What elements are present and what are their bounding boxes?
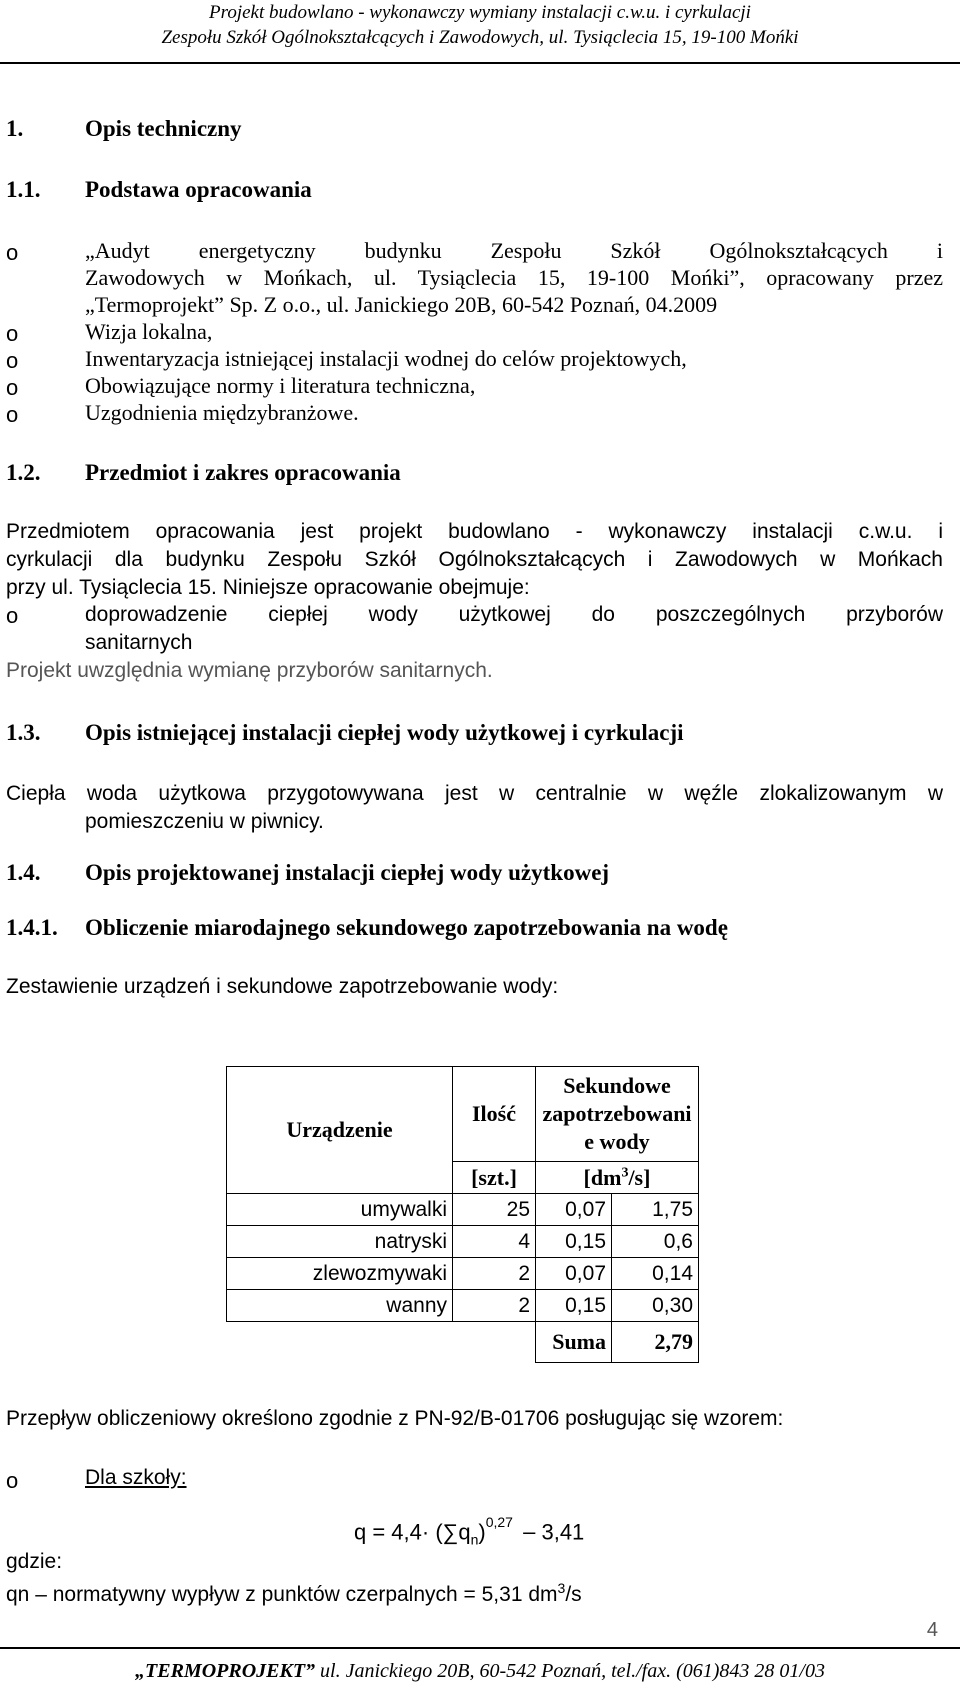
header-title-line: Projekt budowlano - wykonawczy wymiany instalacji c.w.u. i cyrkulacji <box>209 2 751 23</box>
formula-sub: n <box>470 1531 479 1548</box>
scope-note: Projekt uwzględnia wymianę przyborów sanitarnych. <box>6 659 493 682</box>
calc-intro: Przepływ obliczeniowy określono zgodnie z PN-92/B-01706 posługując się wzorem: <box>6 1407 784 1430</box>
cell-total-demand: 0,14 <box>612 1258 699 1290</box>
cell-device: umywalki <box>227 1194 453 1226</box>
cell-unit-demand: 0,15 <box>536 1226 612 1258</box>
table-row <box>227 1290 699 1322</box>
unit-demand <box>536 1162 699 1194</box>
table-row <box>227 1258 699 1290</box>
footer-divider <box>0 1647 960 1649</box>
basis-item-audit-line2: Zawodowych w Mońkach, ul. Tysiąclecia 15, 19-100 Mońki”, opracowany przez <box>85 265 943 290</box>
formula-open: (∑q <box>435 1519 471 1545</box>
header-device: Urządzenie <box>227 1067 453 1194</box>
basis-item-norms: Obowiązujące normy i literatura techniczna, <box>85 373 476 398</box>
cell-unit-demand: 0,07 <box>536 1194 612 1226</box>
table-header-row <box>227 1067 699 1162</box>
scope-paragraph-line1: Przedmiotem opracowania jest projekt budowlano - wykonawczy instalacji c.w.u. i <box>6 520 943 543</box>
table-sum-row <box>227 1322 699 1363</box>
table-row <box>227 1194 699 1226</box>
cell-quantity: 25 <box>453 1194 536 1226</box>
cell-unit-demand: 0,07 <box>536 1258 612 1290</box>
bullet: o <box>6 1468 19 1493</box>
scope-paragraph-line2: cyrkulacji dla budynku Zespołu Szkół Ogólnokształcących i Zawodowych w Mońkach <box>6 548 943 571</box>
header-demand <box>536 1067 699 1162</box>
bullet: o <box>6 348 19 373</box>
bullet: o <box>6 321 19 346</box>
section-1-3-title: Opis istniejącej instalacji ciepłej wody użytkowej i cyrkulacji <box>85 720 684 745</box>
section-1-2-number: 1.2. <box>6 460 41 485</box>
formula-q: q = 4,4· <box>354 1519 430 1545</box>
footer <box>0 1660 960 1683</box>
sum-value: 2,79 <box>612 1322 699 1363</box>
header-demand-line1: Sekundowe <box>563 1073 671 1098</box>
sum-label: Suma <box>536 1322 612 1363</box>
cell-quantity: 4 <box>453 1226 536 1258</box>
scope-address: przy ul. Tysiąclecia 15. <box>6 576 217 599</box>
page-number: 4 <box>926 1619 938 1641</box>
unit-quantity: [szt.] <box>453 1162 536 1194</box>
cell-device: zlewozmywaki <box>227 1258 453 1290</box>
unit-demand-sup: 3 <box>621 1165 629 1181</box>
bullet: o <box>6 402 19 427</box>
section-1-title: Opis techniczny <box>85 116 242 141</box>
section-1-2-title: Przedmiot i zakres opracowania <box>85 460 401 485</box>
basis-item-agreements: Uzgodnienia międzybranżowe. <box>85 400 359 425</box>
formula-exp: 0,27 <box>485 1514 513 1530</box>
section-1-4-1-number: 1.4.1. <box>6 915 58 940</box>
table-intro: Zestawienie urządzeń i sekundowe zapotrzebowanie wody: <box>6 975 559 998</box>
cell-unit-demand: 0,15 <box>536 1290 612 1322</box>
cell-total-demand: 0,6 <box>612 1226 699 1258</box>
footer-address: ul. Janickiego 20B, 60-542 Poznań, tel./fax. (061)843 28 01/03 <box>320 1660 825 1682</box>
section-1-3-number: 1.3. <box>6 720 41 745</box>
cell-quantity: 2 <box>453 1290 536 1322</box>
section-1-1-title: Podstawa opracowania <box>85 177 312 202</box>
section-1-1-number: 1.1. <box>6 177 41 202</box>
section-1-4-1-title: Obliczenie miarodajnego sekundowego zapotrzebowania na wodę <box>85 915 728 940</box>
qn-sup: 3 <box>557 1580 566 1596</box>
qn-definition <box>6 1580 582 1607</box>
existing-paragraph-line1: Ciepła woda użytkowa przygotowywana jest w centralnie w węźle zlokalizowanym w <box>6 782 943 805</box>
bullet: o <box>6 603 19 628</box>
bullet: o <box>6 375 19 400</box>
cell-total-demand: 0,30 <box>612 1290 699 1322</box>
header-demand-line3: e wody <box>584 1129 650 1154</box>
header-address-line: Zespołu Szkół Ogólnokształcących i Zawodowych, ul. Tysiąclecia 15, 19-100 Mońki <box>161 27 799 48</box>
footer-company: „TERMOPROJEKT” <box>135 1660 316 1682</box>
unit-demand-post: /s] <box>628 1164 651 1190</box>
header-divider <box>0 62 960 64</box>
formula-result: 3,41 <box>541 1519 585 1545</box>
cell-device: natryski <box>227 1226 453 1258</box>
scope-includes: Niniejsze opracowanie obejmuje: <box>222 576 530 599</box>
section-1-4-number: 1.4. <box>6 860 41 885</box>
school-label: Dla szkoły: <box>85 1466 187 1489</box>
bullet: o <box>6 240 19 265</box>
scope-item-line1: doprowadzenie ciepłej wody użytkowej do poszczególnych przyborów <box>85 603 943 626</box>
cell-device: wanny <box>227 1290 453 1322</box>
formula-close: ) <box>478 1519 486 1545</box>
sum-spacer <box>453 1322 536 1363</box>
section-1-4-title: Opis projektowanej instalacji ciepłej wody użytkowej <box>85 860 610 885</box>
cell-total-demand: 1,75 <box>612 1194 699 1226</box>
fixtures-table <box>226 1066 699 1363</box>
qn-text: qn – normatywny wypływ z punktów czerpalnych = 5,31 dm <box>6 1583 558 1606</box>
scope-item-line2: sanitarnych <box>85 631 193 654</box>
formula <box>354 1514 585 1548</box>
sum-spacer <box>227 1322 453 1363</box>
scope-paragraph-line3 <box>6 576 530 600</box>
basis-item-site-visit: Wizja lokalna, <box>85 319 213 344</box>
basis-item-audit-line3: „Termoprojekt” Sp. Z o.o., ul. Janickiego 20B, 60-542 Poznań, 04.2009 <box>85 292 718 317</box>
header-quantity: Ilość <box>453 1067 536 1162</box>
table-row <box>227 1226 699 1258</box>
section-1-number: 1. <box>6 116 24 141</box>
basis-item-audit-line1: „Audyt energetyczny budynku Zespołu Szkół Ogólnokształcących i <box>85 238 943 263</box>
header-demand-line2: zapotrzebowani <box>542 1101 692 1126</box>
cell-quantity: 2 <box>453 1258 536 1290</box>
existing-paragraph-line2: pomieszczeniu w piwnicy. <box>85 810 324 833</box>
basis-item-inventory: Inwentaryzacja istniejącej instalacji wodnej do celów projektowych, <box>85 346 687 371</box>
unit-demand-pre: [dm <box>583 1164 622 1190</box>
where-label: gdzie: <box>6 1550 63 1573</box>
formula-dash: – <box>523 1519 536 1545</box>
qn-unit: /s <box>565 1583 582 1606</box>
